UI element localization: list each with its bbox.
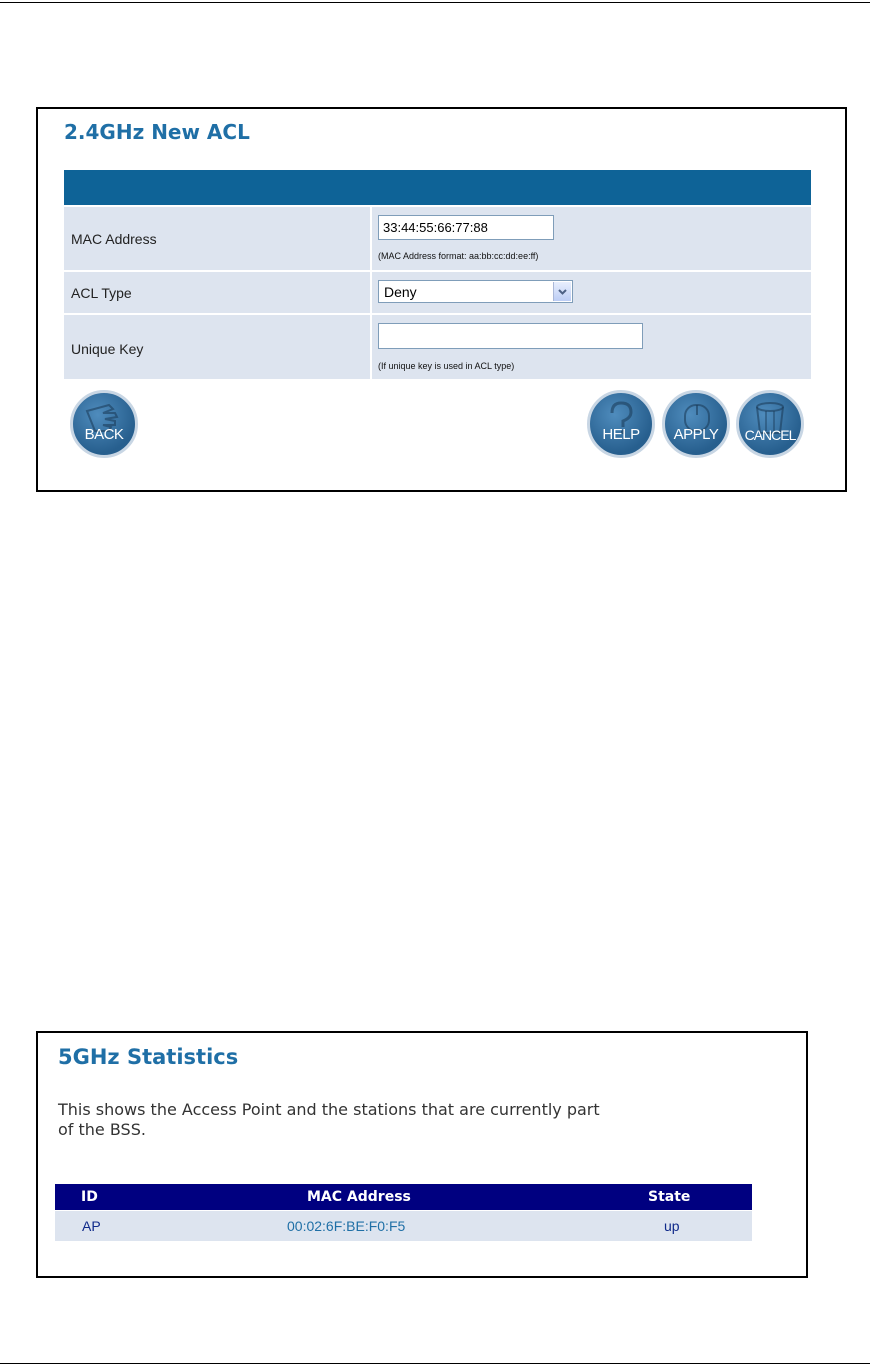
table-row — [55, 1211, 752, 1241]
apply-label: APPLY — [673, 426, 719, 443]
pointing-hand-icon — [73, 393, 135, 455]
bottom-rule — [0, 1363, 870, 1364]
acl-type-select[interactable] — [378, 280, 573, 303]
cancel-label: CANCEL — [744, 427, 796, 443]
acl-header-band — [64, 170, 811, 205]
unique-key-input[interactable] — [378, 323, 643, 349]
row-state: up — [664, 1218, 680, 1234]
row-divider — [370, 207, 372, 270]
row-unique-key — [64, 315, 811, 379]
stats-table-header — [55, 1184, 752, 1210]
mac-address-label: MAC Address — [71, 231, 157, 247]
mouse-icon — [665, 393, 727, 455]
chevron-down-icon[interactable] — [553, 282, 571, 301]
trash-can-icon — [739, 393, 801, 455]
column-header-id: ID — [81, 1189, 98, 1205]
apply-button[interactable] — [662, 390, 730, 458]
acl-type-value: Deny — [384, 284, 417, 300]
unique-key-hint: (If unique key is used in ACL type) — [378, 361, 515, 371]
help-button[interactable] — [587, 390, 655, 458]
stats-title: 5GHz Statistics — [58, 1045, 239, 1069]
row-divider — [370, 315, 372, 379]
question-mark-icon — [590, 393, 652, 455]
row-mac-address — [64, 207, 811, 270]
stats-description — [58, 1100, 798, 1140]
mac-address-hint: (MAC Address format: aa:bb:cc:dd:ee:ff) — [378, 251, 539, 261]
stats-description-line-2: of the BSS. — [58, 1120, 146, 1139]
mac-address-input[interactable] — [378, 215, 554, 240]
acl-type-label: ACL Type — [71, 285, 132, 301]
row-divider — [370, 272, 372, 313]
top-rule — [0, 2, 870, 3]
row-mac: 00:02:6F:BE:F0:F5 — [287, 1218, 406, 1234]
column-header-state: State — [648, 1189, 691, 1205]
unique-key-label: Unique Key — [71, 341, 144, 357]
acl-title: 2.4GHz New ACL — [64, 120, 250, 144]
help-label: HELP — [602, 426, 640, 443]
stats-description-line-1: This shows the Access Point and the stations that are currently part — [58, 1100, 600, 1119]
row-id: AP — [82, 1218, 101, 1234]
column-header-mac: MAC Address — [307, 1189, 411, 1205]
row-acl-type — [64, 272, 811, 313]
back-label: BACK — [84, 426, 124, 443]
back-button[interactable] — [70, 390, 138, 458]
cancel-button[interactable] — [736, 390, 804, 458]
